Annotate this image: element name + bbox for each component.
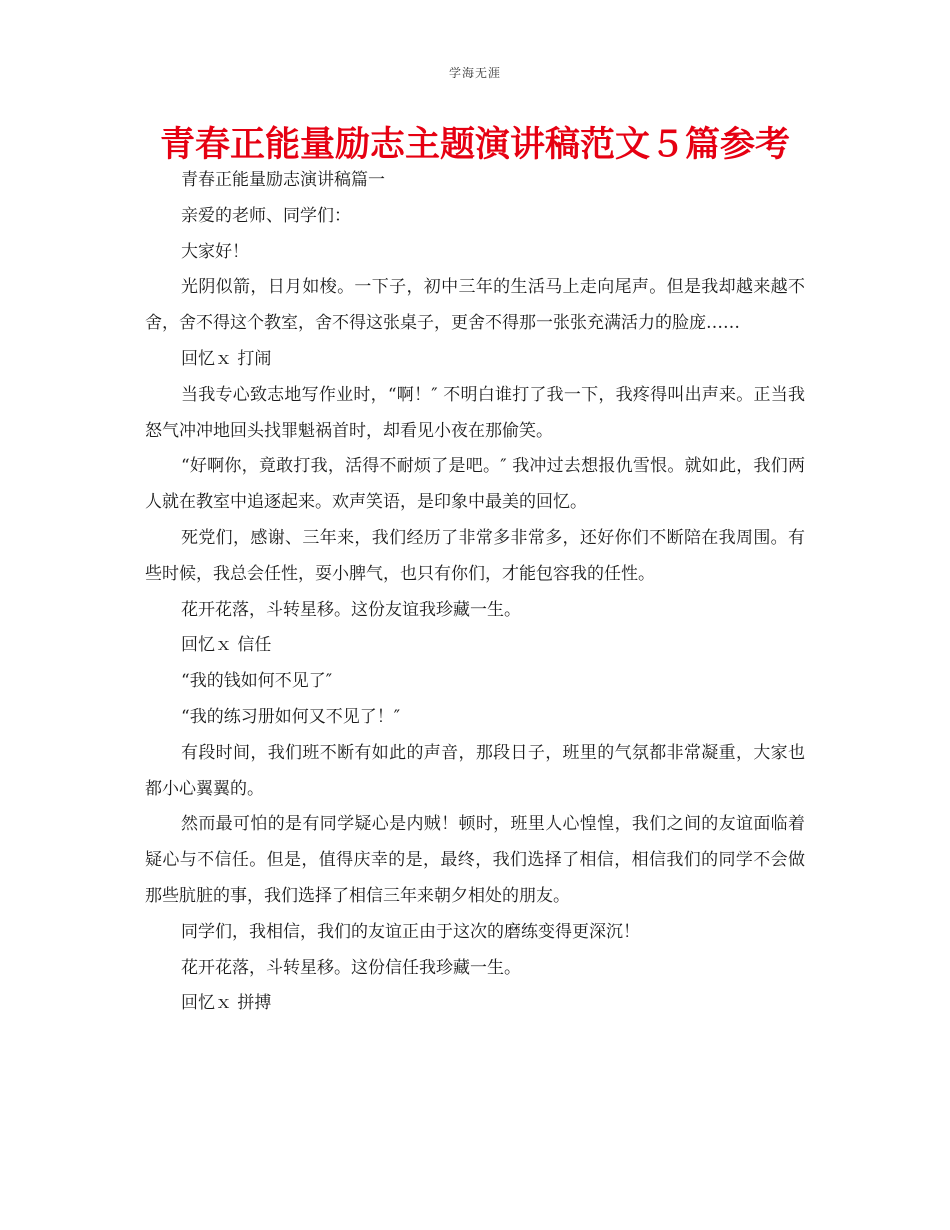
document-body — [145, 163, 805, 1022]
paragraph: “好啊你，竟敢打我，活得不耐烦了是吧。″ 我冲过去想报仇雪恨。就如此，我们两人就在教室中追逐起来。欢声笑语，是印象中最美的回忆。 — [145, 456, 805, 513]
section-heading: 青春正能量励志演讲稿篇一 — [181, 170, 385, 190]
greeting: 大家好！ — [181, 241, 249, 262]
subheading: 回忆ｘ 信任 — [181, 635, 272, 656]
paragraph: 然而最可怕的是有同学疑心是内贼！顿时，班里人心惶惶，我们之间的友谊面临着疑心与不信任。但是，值得庆幸的是，最终，我们选择了相信，相信我们的同学不会做那些肮脏的事，我们选择了相信三年来朝夕相处的朋友。 — [145, 814, 805, 906]
subheading: 回忆ｘ 打闹 — [181, 348, 272, 369]
paragraph: “我的钱如何不见了″ — [181, 671, 333, 692]
paragraph: 同学们，我相信，我们的友谊正由于这次的磨练变得更深沉！ — [181, 921, 640, 942]
salutation: 亲爱的老师、同学们： — [181, 205, 351, 226]
page-header: 学海无涯 — [448, 66, 501, 80]
paragraph: 花开花落，斗转星移。这份信任我珍藏一生。 — [181, 957, 521, 978]
paragraph: “我的练习册如何又不见了！″ — [181, 706, 401, 727]
document-title: 青春正能量励志主题演讲稿范文５篇参考 — [159, 125, 790, 165]
paragraph: 花开花落，斗转星移。这份友谊我珍藏一生。 — [181, 599, 521, 620]
subheading: 回忆ｘ 拼搏 — [181, 993, 272, 1014]
paragraph: 有段时间，我们班不断有如此的声音，那段日子，班里的气氛都非常凝重，大家也都小心翼翼的。 — [145, 742, 805, 799]
paragraph: 当我专心致志地写作业时，“啊！″ 不明白谁打了我一下，我疼得叫出声来。正当我怒气冲冲地回头找罪魁祸首时，却看见小夜在那偷笑。 — [145, 384, 805, 441]
paragraph: 光阴似箭，日月如梭。一下子，初中三年的生活马上走向尾声。但是我却越来越不舍，舍不得这个教室，舍不得这张桌子，更舍不得那一张张充满活力的脸庞…… — [145, 277, 805, 334]
paragraph: 死党们，感谢、三年来，我们经历了非常多非常多，还好你们不断陪在我周围。有些时候，我总会任性，耍小脾气，也只有你们，才能包容我的任性。 — [145, 527, 805, 584]
